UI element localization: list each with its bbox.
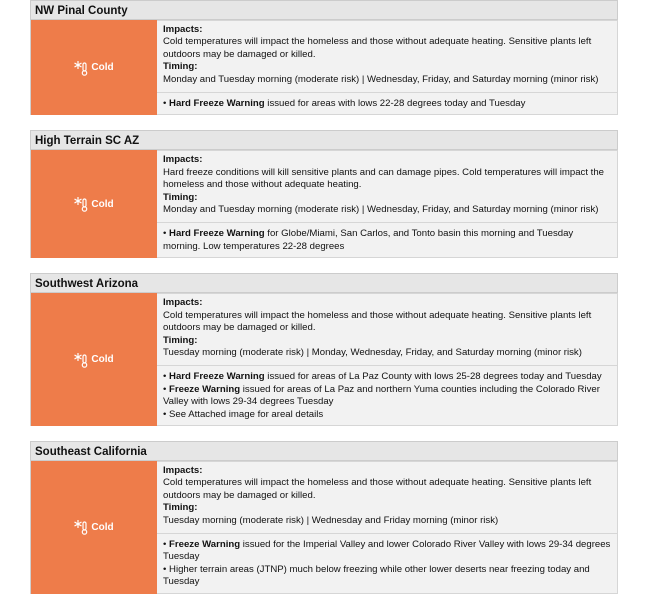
- warning-type: Hard Freeze Warning: [169, 371, 265, 383]
- warning-text: issued for areas of La Paz and northern Yuma counties including the Colorado River Valley with lows 29-34 degrees Tuesday: [163, 383, 600, 408]
- timing-label: Timing:: [163, 502, 198, 514]
- region-details: [157, 20, 618, 115]
- hazard-cold: [31, 293, 157, 426]
- snowflake-thermometer-icon: [74, 519, 88, 535]
- impacts-label: Impacts:: [163, 24, 203, 35]
- region-title: Southeast California: [30, 441, 618, 461]
- headline-bullet: • Higher terrain areas (JTNP) much below freezing while other lower deserts near freezing today and Tuesday: [163, 563, 590, 588]
- region-southeast-california: [30, 441, 618, 594]
- warning-text: issued for areas of La Paz County with lows 25-28 degrees today and Tuesday: [264, 371, 602, 383]
- impacts-block: [157, 293, 618, 366]
- headline-bullet: • Freeze Warning issued for the Imperial Valley and lower Colorado River Valley with lows 29-34 degrees Tuesday: [163, 538, 611, 563]
- impacts-label: Impacts:: [163, 154, 203, 166]
- briefing-page: [30, 0, 618, 609]
- hazard-cold: [31, 461, 157, 594]
- headline-bullet: • Hard Freeze Warning issued for areas of La Paz County with lows 25-28 degrees today and Tuesday: [163, 371, 602, 383]
- region-nw-pinal-county: [30, 0, 618, 115]
- region-details: [157, 293, 618, 426]
- timing-label: Timing:: [163, 334, 198, 346]
- hazard-label: Cold: [91, 62, 114, 74]
- region-high-terrain-sc-az: [30, 130, 618, 258]
- region-details: [157, 150, 618, 258]
- region-body: [30, 20, 618, 115]
- region-title: NW Pinal County: [30, 0, 618, 20]
- warning-text: issued for the Imperial Valley and lower Colorado River Valley with lows 29-34 degrees Tuesday: [163, 538, 611, 563]
- region-body: [30, 293, 618, 426]
- headline-block: [157, 534, 618, 594]
- impacts-text: Cold temperatures will impact the homeless and those without adequate heating. Sensitive plants left outdoors may be damaged or killed.: [163, 36, 592, 60]
- region-details: [157, 461, 618, 594]
- warning-text: for Globe/Miami, San Carlos, and Tonto basin this morning and Tuesday morning. Low temperatures 22-28 degrees: [163, 228, 574, 252]
- warning-text: Higher terrain areas (JTNP) much below freezing while other lower deserts near freezing today and Tuesday: [163, 563, 590, 588]
- hazard-label: Cold: [91, 354, 114, 366]
- impacts-label: Impacts:: [163, 464, 203, 476]
- warning-text: issued for areas with lows 22-28 degrees today and Tuesday: [264, 98, 526, 110]
- snowflake-thermometer-icon: [74, 60, 88, 76]
- snowflake-thermometer-icon: [74, 352, 88, 368]
- impacts-text: Cold temperatures will impact the homeless and those without adequate heating. Sensitive plants left outdoors may be damaged or killed.: [163, 477, 592, 501]
- region-body: [30, 150, 618, 258]
- timing-label: Timing:: [163, 191, 198, 203]
- timing-label: Timing:: [163, 61, 198, 73]
- timing-text: Tuesday morning (moderate risk) | Monday, Wednesday, Friday, and Saturday morning (minor risk): [163, 346, 582, 358]
- region-body: [30, 461, 618, 594]
- warning-type: Freeze Warning: [169, 383, 241, 395]
- impacts-block: [157, 461, 618, 534]
- hazard-cold: [31, 150, 157, 258]
- impacts-label: Impacts:: [163, 297, 203, 309]
- impacts-block: [157, 20, 618, 93]
- timing-text: Monday and Tuesday morning (moderate risk) | Wednesday, Friday, and Saturday morning (minor risk): [163, 204, 599, 216]
- headline-bullet: • Hard Freeze Warning for Globe/Miami, San Carlos, and Tonto basin this morning and Tuesday morning. Low temperatures 22-28 degrees: [163, 228, 574, 252]
- impacts-block: [157, 150, 618, 223]
- headline-bullet: • Freeze Warning issued for areas of La Paz and northern Yuma counties including the Colorado River Valley with lows 29-34 degrees Tuesday: [163, 383, 600, 408]
- region-title: Southwest Arizona: [30, 273, 618, 293]
- hazard-label: Cold: [91, 521, 114, 533]
- timing-text: Monday and Tuesday morning (moderate risk) | Wednesday, Friday, and Saturday morning (minor risk): [163, 73, 599, 85]
- headline-block: [157, 223, 618, 258]
- headline-bullet: • See Attached image for areal details: [163, 408, 324, 420]
- warning-type: Hard Freeze Warning: [169, 98, 265, 110]
- impacts-text: Hard freeze conditions will kill sensitive plants and can damage pipes. Cold temperatures will impact the homeless and those without adequate heating.: [163, 166, 604, 191]
- snowflake-thermometer-icon: [74, 196, 88, 212]
- hazard-label: Cold: [91, 198, 114, 210]
- hazard-cold: [31, 20, 157, 115]
- impacts-text: Cold temperatures will impact the homeless and those without adequate heating. Sensitive plants left outdoors may be damaged or killed.: [163, 309, 592, 334]
- warning-text: See Attached image for areal details: [169, 408, 324, 420]
- headline-block: [157, 93, 618, 115]
- headline-bullet: • Hard Freeze Warning issued for areas with lows 22-28 degrees today and Tuesday: [163, 98, 526, 110]
- region-title: High Terrain SC AZ: [30, 130, 618, 150]
- region-southwest-arizona: [30, 273, 618, 426]
- warning-type: Freeze Warning: [169, 538, 241, 550]
- headline-block: [157, 366, 618, 426]
- warning-type: Hard Freeze Warning: [169, 228, 265, 240]
- timing-text: Tuesday morning (moderate risk) | Wednesday and Friday morning (minor risk): [163, 514, 499, 526]
